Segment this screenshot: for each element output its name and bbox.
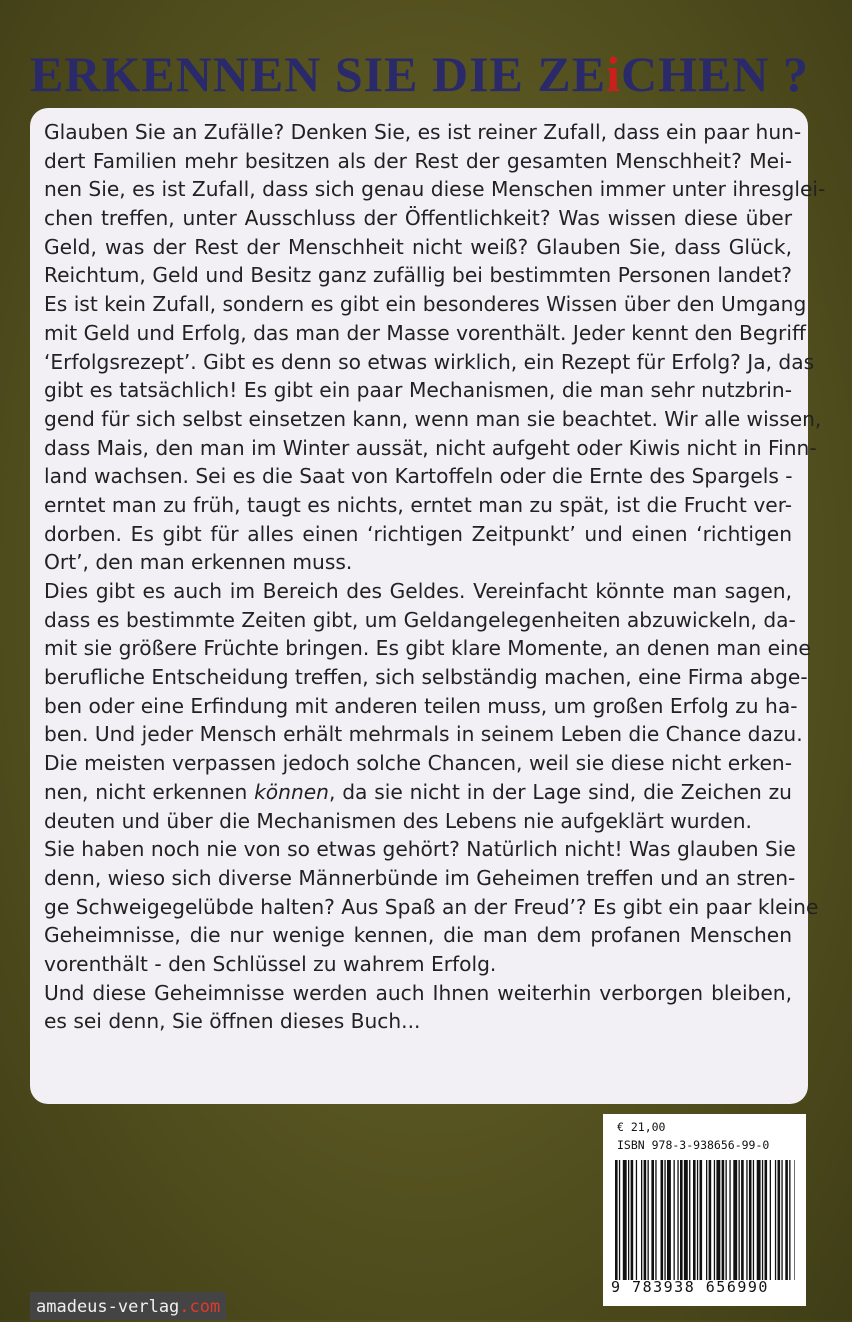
text-line: ben oder eine Erfindung mit anderen teilen muss, um großen Erfolg zu ha- bbox=[44, 693, 798, 718]
text-line: Glauben Sie an Zufälle? Denken Sie, es ist reiner Zufall, dass ein paar hun- bbox=[44, 120, 802, 144]
text-line: dass Mais, den man im Winter aussät, nicht aufgeht oder Kiwis nicht in Finn- bbox=[44, 435, 817, 460]
text-line: ge Schweigegelübde halten? Aus Spaß an der Freud’? Es gibt ein paar kleine bbox=[44, 894, 819, 919]
text-line: Dies gibt es auch im Bereich des Geldes. Vereinfacht könnte man sagen, bbox=[44, 579, 792, 603]
text-line: ben. Und jeder Mensch erhält mehrmals in seinem Leben die Chance dazu. bbox=[44, 722, 803, 747]
isbn: ISBN 978-3-938656-99-0 bbox=[617, 1138, 770, 1152]
blurb-panel bbox=[30, 108, 826, 1104]
publisher-label bbox=[30, 1292, 226, 1320]
text-line: nen, nicht erkennen können, da sie nicht in der Lage sind, die Zeichen zu bbox=[44, 779, 792, 804]
price: € 21,00 bbox=[617, 1120, 666, 1134]
text-line: mit Geld und Erfolg, das man der Masse vorenthält. Jeder kennt den Begriff bbox=[44, 320, 806, 345]
text-line: land wachsen. Sei es die Saat von Kartoffeln oder die Ernte des Spargels - bbox=[44, 464, 793, 489]
text-line: berufliche Entscheidung treffen, sich selbständig machen, eine Firma abge- bbox=[44, 665, 808, 690]
barcode-label bbox=[603, 1114, 806, 1306]
text-line: denn, wieso sich diverse Männerbünde im Geheimen treffen und an stren- bbox=[44, 865, 796, 890]
text-line: gibt es tatsächlich! Es gibt ein paar Mechanismen, die man sehr nutzbrin- bbox=[44, 378, 792, 403]
text-line: Die meisten verpassen jedoch solche Chancen, weil sie diese nicht erken- bbox=[44, 751, 792, 776]
text-line: deuten und über die Mechanismen des Lebens nie aufgeklärt wurden. bbox=[44, 808, 752, 833]
text-line: gend für sich selbst einsetzen kann, wenn man sie beachtet. Wir alle wissen, bbox=[44, 406, 822, 431]
text-line: nen Sie, es ist Zufall, dass sich genau diese Menschen immer unter ihresglei- bbox=[44, 177, 826, 202]
text-line: chen treffen, unter Ausschluss der Öffentlichkeit? Was wissen diese über bbox=[44, 206, 792, 231]
text-line: erntet man zu früh, taugt es nichts, erntet man zu spät, ist die Frucht ver- bbox=[44, 492, 792, 517]
text-line: Reichtum, Geld und Besitz ganz zufällig bei bestimmten Personen landet? bbox=[44, 263, 792, 288]
blurb-text bbox=[44, 118, 826, 1036]
publisher-name: amadeus-verlag bbox=[36, 1297, 180, 1317]
text-line: Geld, was der Rest der Menschheit nicht weiß? Glauben Sie, dass Glück, bbox=[44, 234, 792, 259]
text-line: mit sie größere Früchte bringen. Es gibt klare Momente, an denen man eine bbox=[44, 636, 811, 661]
text-line: Ort’, den man erkennen muss. bbox=[44, 550, 353, 575]
text-line: Sie haben noch nie von so etwas gehört? Natürlich nicht! Was glauben Sie bbox=[44, 837, 796, 862]
publisher-tld: .com bbox=[179, 1297, 221, 1317]
text-line: Geheimnisse, die nur wenige kennen, die man dem profanen Menschen bbox=[44, 923, 792, 948]
text-line: ‘Erfolgsrezept’. Gibt es denn so etwas wirklich, ein Rezept für Erfolg? Ja, das bbox=[44, 349, 815, 374]
text-line: dass es bestimmte Zeiten gibt, um Geldangelegenheiten abzuwickeln, da- bbox=[44, 607, 796, 632]
text-line: Es ist kein Zufall, sondern es gibt ein besonderes Wissen über den Umgang bbox=[44, 292, 807, 317]
text-line: vorenthält - den Schlüssel zu wahrem Erfolg. bbox=[44, 951, 497, 976]
text-line: dert Familien mehr besitzen als der Rest der gesamten Menschheit? Mei- bbox=[44, 148, 792, 173]
headline: ERKENNEN SIE DIE ZEiCHEN ? bbox=[30, 46, 809, 102]
text-line: dorben. Es gibt für alles einen ‘richtigen Zeitpunkt’ und einen ‘richtigen bbox=[44, 521, 792, 546]
text-line: Und diese Geheimnisse werden auch Ihnen weiterhin verborgen bleiben, bbox=[44, 980, 792, 1005]
text-line: es sei denn, Sie öffnen dieses Buch... bbox=[44, 1009, 421, 1034]
barcode-digits: 9 783938 656990 bbox=[611, 1278, 769, 1296]
barcode-icon bbox=[615, 1160, 795, 1280]
